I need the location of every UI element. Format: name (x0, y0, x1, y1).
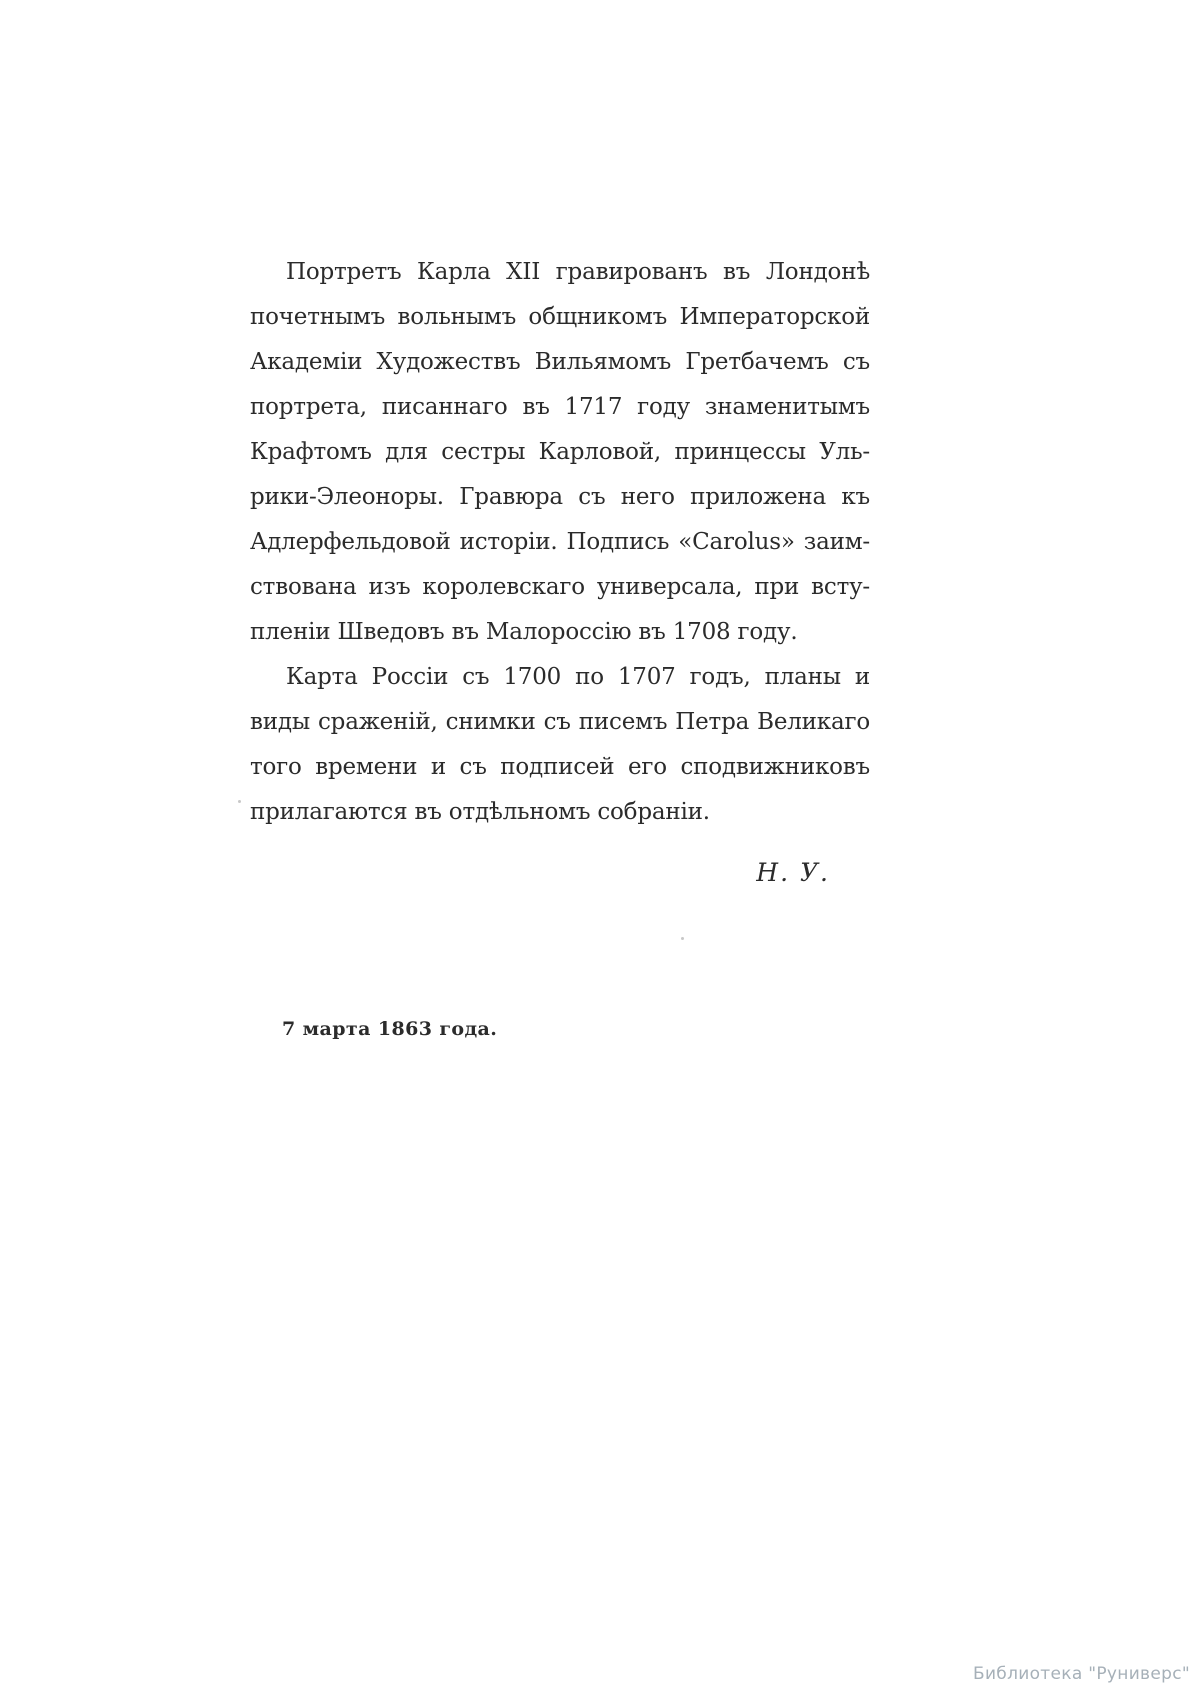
text-line: рики-Элеоноры. Гравюра съ него приложена къ (250, 484, 870, 510)
text-line: Портретъ Карла XII гравированъ въ Лондонѣ (286, 259, 870, 285)
scan-speck (681, 937, 684, 940)
author-initials (250, 858, 870, 887)
text-line: прилагаются въ отдѣльномъ собраніи. (250, 799, 710, 825)
scan-speck (238, 800, 241, 803)
date-note: 7 марта 1863 года. (282, 1018, 498, 1040)
author-initials-text: Н. У. (756, 858, 830, 887)
text-line: Карта Россіи съ 1700 по 1707 годъ, планы и (286, 664, 870, 690)
main-text-block (250, 250, 870, 835)
text-line: Адлерфельдовой исторіи. Подпись «Carolus» заим- (250, 529, 870, 555)
text-line: Крафтомъ для сестры Карловой, принцессы Уль- (250, 439, 870, 465)
text-line: почетнымъ вольнымъ общникомъ Императорской (250, 304, 870, 330)
text-line: виды сраженій, снимки съ писемъ Петра Великаго (250, 709, 870, 735)
library-watermark: Библиотека "Руниверс" (973, 1664, 1190, 1684)
text-line: ствована изъ королевскаго универсала, при всту- (250, 574, 870, 600)
text-line: Академіи Художествъ Вильямомъ Гретбачемъ съ (250, 349, 870, 375)
text-line: портрета, писаннаго въ 1717 году знаменитымъ (250, 394, 870, 420)
text-line: того времени и съ подписей его сподвижниковъ (250, 754, 870, 780)
text-line: пленіи Шведовъ въ Малороссію въ 1708 году. (250, 619, 798, 645)
